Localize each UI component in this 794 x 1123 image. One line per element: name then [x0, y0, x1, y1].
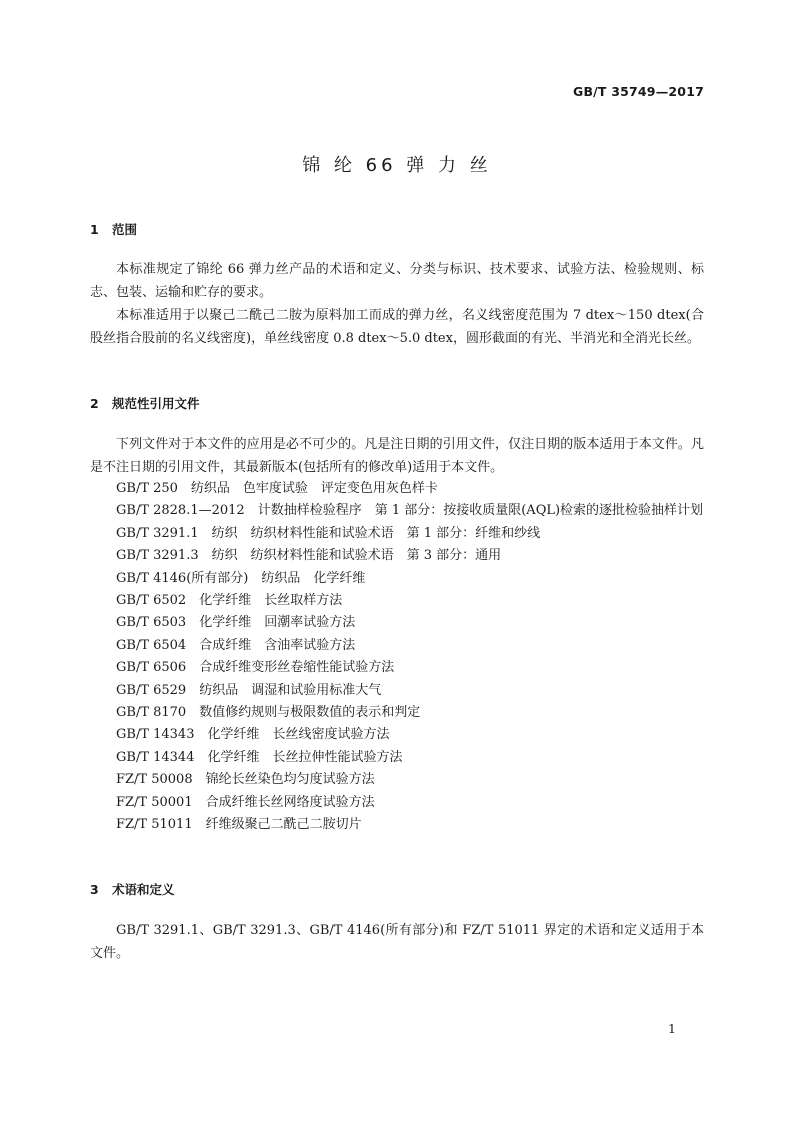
reference-item: FZ/T 51011 纤维级聚己二酰己二胺切片 [116, 817, 362, 833]
section-title: 范围 [112, 222, 138, 237]
section-1-heading [90, 220, 137, 238]
section-3-heading [90, 880, 175, 898]
document-title: 锦 纶 66 弹 力 丝 [302, 155, 492, 176]
section-title: 术语和定义 [112, 882, 175, 897]
section-2-heading [90, 394, 200, 412]
section-number: 2 [90, 396, 99, 411]
reference-item: GB/T 3291.3 纺织 纺织材料性能和试验术语 第 3 部分：通用 [116, 548, 502, 564]
reference-item: GB/T 14344 化学纤维 长丝拉伸性能试验方法 [116, 749, 403, 765]
section-3-paragraph-1: GB/T 3291.1、GB/T 3291.3、GB/T 4146(所有部分)和 FZ/T 51011 界定的术语和定义适用于本文件。 [90, 923, 704, 961]
reference-item: GB/T 6529 纺织品 调湿和试验用标准大气 [116, 682, 382, 698]
section-title: 规范性引用文件 [112, 396, 200, 411]
reference-item: GB/T 6504 合成纤维 含油率试验方法 [116, 637, 356, 653]
page-number: 1 [668, 1021, 676, 1036]
reference-item: GB/T 250 纺织品 色牢度试验 评定变色用灰色样卡 [116, 481, 438, 496]
reference-item: GB/T 2828.1—2012 计数抽样检验程序 第 1 部分：按接收质量限(AQL)检索的逐批检验抽样计划 [116, 503, 704, 519]
section-1-paragraph-1: 本标准规定了锦纶 66 弹力丝产品的术语和定义、分类与标识、技术要求、试验方法、检验规则、标志、包装、运输和贮存的要求。 [90, 262, 704, 300]
section-1-paragraph-2: 本标准适用于以聚己二酰己二胺为原料加工而成的弹力丝，名义线密度范围为 7 dtex～150 dtex(合股丝指合股前的名义线密度)，单丝线密度 0.8 dtex～5.0 dtex，圆形截面的有光、半消光和全消光长丝。 [90, 308, 704, 346]
standard-code: GB/T 35749—2017 [572, 84, 704, 99]
reference-item: GB/T 3291.1 纺织 纺织材料性能和试验术语 第 1 部分：纤维和纱线 [116, 525, 541, 541]
reference-item: FZ/T 50008 锦纶长丝染色均匀度试验方法 [116, 772, 375, 788]
section-2-intro: 下列文件对于本文件的应用是必不可少的。凡是注日期的引用文件，仅注日期的版本适用于本文件。凡是不注日期的引用文件，其最新版本(包括所有的修改单)适用于本文件。 [90, 437, 704, 475]
section-number: 1 [90, 222, 99, 237]
reference-item: GB/T 8170 数值修约规则与极限数值的表示和判定 [116, 705, 421, 721]
reference-item: GB/T 6502 化学纤维 长丝取样方法 [116, 593, 343, 609]
reference-item: FZ/T 50001 合成纤维长丝网络度试验方法 [116, 794, 375, 810]
reference-item: GB/T 6503 化学纤维 回潮率试验方法 [116, 615, 356, 631]
reference-item: GB/T 14343 化学纤维 长丝线密度试验方法 [116, 727, 390, 743]
reference-item: GB/T 4146(所有部分) 纺织品 化学纤维 [116, 570, 366, 586]
reference-list [90, 478, 704, 837]
reference-item: GB/T 6506 合成纤维变形丝卷缩性能试验方法 [116, 660, 395, 676]
section-number: 3 [90, 882, 99, 897]
